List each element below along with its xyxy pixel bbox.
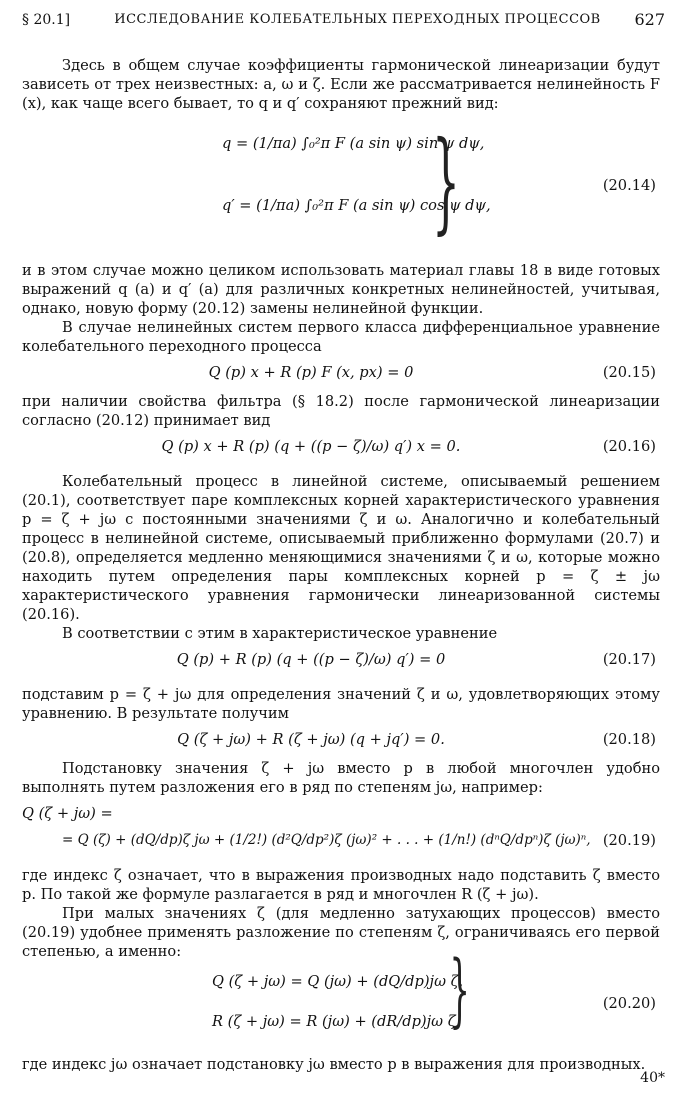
equation-20-18 <box>22 726 660 756</box>
equation-number: (20.16) <box>602 438 656 455</box>
equation-20-17 <box>22 646 660 682</box>
equation-20-16 <box>22 433 660 469</box>
equation-formula: = Q (ζ) + (dQ/dp)ζ jω + (1/2!) (d²Q/dp²)ζ (jω)² + . . . + (1/n!) (dⁿQ/dpⁿ)ζ (jω)ⁿ, <box>62 832 591 848</box>
page-body <box>22 56 660 1074</box>
equation-20-19-head <box>22 800 660 824</box>
paragraph: где индекс jω означает подстановку jω вместо p в выражения для производных. <box>22 1056 646 1073</box>
equation-formula: Q (ζ + jω) + R (ζ + jω) (q + jq′) = 0. <box>177 731 445 748</box>
paragraph: и в этом случае можно целиком использовать материал главы 18 в виде готовых выражений q (a) и q′ (a) для различных конкретных нелинейностей, учитывая, однако, новую форму (20.12) замены нелинейной функции. <box>22 262 660 317</box>
equation-20-20 <box>22 943 660 1052</box>
equation-formula: Q (p) x + R (p) (q + ((p − ζ)/ω) q′) x = 0. <box>161 438 461 455</box>
right-brace: } <box>432 117 460 245</box>
paragraph: Здесь в общем случае коэффициенты гармонической линеаризации будут зависеть от трех неизвестных: a, ω и ζ. Если же рассматривается нелинейность F (x), как чаще всего бывает, то q и q′ сохраняют прежний вид: <box>22 57 660 112</box>
equation-line: q′ = (1/πa) ∫₀²π F (a sin ψ) cos ψ dψ, <box>222 197 491 214</box>
paragraph: В соответствии с этим в характеристическое уравнение <box>62 625 498 642</box>
equation-number: (20.14) <box>602 177 656 194</box>
paragraph: В случае нелинейных систем первого класса дифференциальное уравнение колебательного переходного процесса <box>22 319 660 355</box>
section-ref: § 20.1] <box>22 12 71 28</box>
right-brace: } <box>449 943 470 1036</box>
chapter-title: ИССЛЕДОВАНИЕ КОЛЕБАТЕЛЬНЫХ ПЕРЕХОДНЫХ ПРОЦЕССОВ <box>114 12 601 27</box>
paragraph: где индекс ζ означает, что в выражения производных надо подставить ζ вместо p. По такой же формуле разлагается в ряд и многочлен R (ζ + jω). <box>22 867 660 903</box>
running-header <box>22 10 665 32</box>
equation-formula: Q (p) + R (p) (q + ((p − ζ)/ω) q′) = 0 <box>176 651 446 668</box>
paragraph: при наличии свойства фильтра (§ 18.2) после гармонической линеаризации согласно (20.12) принимает вид <box>22 393 660 429</box>
equation-formula: Q (ζ + jω) = <box>22 805 113 822</box>
equation-20-15 <box>22 359 660 389</box>
equation-line: R (ζ + jω) = R (jω) + (dR/dp)jω ζ, <box>212 1013 461 1030</box>
signature-mark: 40* <box>640 1070 665 1086</box>
paragraph: При малых значениях ζ (для медленно затухающих процессов) вместо (20.19) удобнее применять разложение по степеням ζ, ограничиваясь его первой степенью, а именно: <box>22 905 660 960</box>
equation-20-19 <box>22 827 660 863</box>
equation-line: q = (1/πa) ∫₀²π F (a sin ψ) sin ψ dψ, <box>222 135 485 152</box>
paragraph: подставим p = ζ + jω для определения значений ζ и ω, удовлетворяющих этому уравнению. В результате получим <box>22 686 660 722</box>
paragraph: Подстановку значения ζ + jω вместо p в любой многочлен удобно выполнять путем разложения его в ряд по степеням jω, например: <box>22 760 660 796</box>
equation-number: (20.17) <box>602 651 656 668</box>
equation-number: (20.15) <box>602 364 656 381</box>
paragraph: Колебательный процесс в линейной системе, описываемый решением (20.1), соответствует паре комплексных корней характеристического уравнения p = ζ + jω с постоянными значениями ζ и ω. Аналогично и колебательный процесс в нелинейной системе, описываемый приближенно формулами (20.7) и (20.8), определяется медленно меняющимися значениями ζ и ω, которые можно находить путем определения пары комплексных корней p = ζ ± jω характеристического уравнения гармонически линеаризованной системы (20.16). <box>22 473 660 623</box>
equation-number: (20.18) <box>602 731 656 748</box>
equation-number: (20.20) <box>602 995 656 1012</box>
equation-number: (20.19) <box>602 832 656 849</box>
page-number: 627 <box>634 10 665 29</box>
equation-20-14 <box>22 116 660 258</box>
equation-line: Q (ζ + jω) = Q (jω) + (dQ/dp)jω ζ, <box>212 973 464 990</box>
equation-formula: Q (p) x + R (p) F (x, px) = 0 <box>208 364 414 381</box>
